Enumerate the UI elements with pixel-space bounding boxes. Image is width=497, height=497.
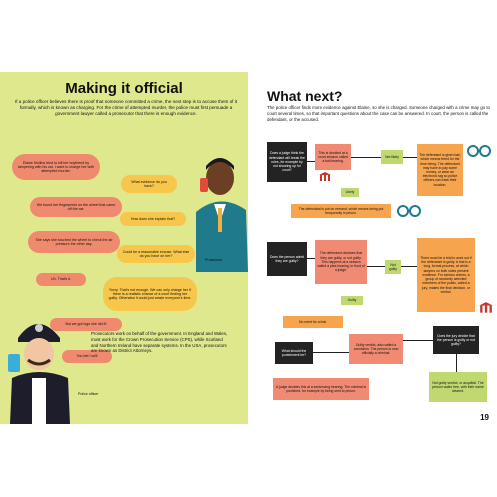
flow-likely: Likely: [341, 188, 359, 197]
police-officer-illustration: [4, 314, 74, 424]
flow-guilty-branch: Guilty: [341, 296, 363, 305]
courthouse-icon: [479, 302, 493, 314]
flow-acquittal: Not guilty verdict, or acquittal. The person walks free, with their name cleared.: [429, 372, 487, 402]
prosecutor-illustration: [186, 152, 248, 272]
left-page-title: Making it official: [65, 80, 183, 97]
flow-arrow: [313, 352, 349, 353]
right-page: [257, 88, 497, 424]
speech-bubble: But we got logs she did it!: [50, 318, 122, 331]
flow-arrow: [401, 266, 417, 267]
flow-question-punishment: What should the punishment be?: [275, 342, 313, 364]
flow-no-trial: No need for a trial.: [283, 316, 343, 328]
flow-not-guilty-branch: Not guilty: [385, 260, 401, 274]
handcuffs-icon: [467, 144, 491, 158]
flow-bail: The defendant is given bail, which means freed for the time being. The defendant may have to pay some money, or wear an electronic tag so police officers can track their location.: [417, 144, 463, 196]
police-officer-label: Police officer: [78, 392, 99, 396]
flow-arrow: [307, 161, 315, 162]
speech-bubble: We found her fingerprints on the wheel that came off the car.: [30, 197, 122, 217]
flow-question-bail: Does a judge think the defendant will break the rules, for example by not showing up for court?: [267, 142, 307, 182]
flow-sentencing: A judge decides this at a sentencing hearing. The criminal is punished, for example by being sent to prison.: [273, 378, 369, 400]
flow-trial: There must be a trial to work out if the defendant is guilty. A trial is a long, formal process, at which lawyers on both sides present evidence. For serious crimes, a group of randomly selected members of the public, called a jury, makes the final decision, or verdict.: [417, 238, 475, 312]
prosecutor-label: Prosecutor: [205, 258, 223, 262]
right-page-intro: The police officer finds more evidence against Elaine, so she is charged. Someone charged with a crime may go to court several times, so that important questions about the case can be answered. In court, the person is called the defendant, or the accused.: [267, 105, 490, 122]
left-page: [0, 72, 248, 424]
flow-remand: The defendant is put on remand, which means being put temporarily in prison.: [291, 204, 391, 218]
speech-bubble: How does she explain that?: [120, 212, 186, 226]
left-page-outro: Prosecutors work on behalf of the government. In England and Wales, most work for the Crown Prosecution Service (CPS), while Scotland and Northern Ireland have separate systems. In the USA, prosecutors are known as District Attorneys.: [91, 331, 228, 354]
speech-bubble: Elaine Mullins tried to kill her boyfriend by tampering with his car. I want to charge her with attempted murder.: [12, 154, 100, 180]
speech-bubble: What evidence do you have?: [121, 175, 177, 193]
courthouse-icon: [319, 172, 331, 182]
flow-conviction: Guilty verdict, also called a conviction. The person is now officially a criminal.: [349, 334, 403, 364]
speech-bubble: She says she touched the wheel to check the air pressure the other day.: [28, 231, 120, 253]
flow-not-likely: Not likely: [381, 150, 403, 164]
speech-bubble: You bet I will!: [62, 350, 112, 363]
speech-bubble: Could be a reasonable excuse. What else do you have on her?: [117, 245, 195, 263]
speech-bubble: Sorry. That's not enough. We can only charge her if there is a realistic chance of a court finding her guilty. Otherwise it could just waste everyone's time.: [103, 277, 197, 311]
flow-arrow: [456, 354, 457, 372]
flow-arrow: [307, 258, 315, 259]
page-number: 19: [480, 413, 489, 422]
flow-bail-hearing: This is decided at a court session called a bail hearing.: [315, 144, 351, 170]
flow-arrow: [403, 157, 417, 158]
handcuffs-icon: [397, 204, 421, 218]
flow-arrow: [403, 340, 433, 341]
speech-bubble: Uh. That's it.: [36, 273, 86, 286]
flow-arrow: [367, 266, 385, 267]
flow-question-plea: Does the person admit they are guilty?: [267, 242, 307, 276]
right-page-title: What next?: [267, 88, 343, 104]
flow-arrow: [351, 157, 381, 158]
flow-plea-hearing: The defendant declares that they are guilty, or not guilty. This happens at a session called a plea hearing, in front of a judge.: [315, 240, 367, 284]
flow-question-verdict: Does the jury decide that the person is guilty or not guilty?: [433, 326, 479, 354]
left-page-intro: If a police officer believes there is proof that someone committed a crime, the next step is to accuse them of it formally, which is known as charging. For the crime of attempted murder, the police must first persuade a government lawyer called a prosecutor that there is enough evidence.: [14, 99, 238, 116]
